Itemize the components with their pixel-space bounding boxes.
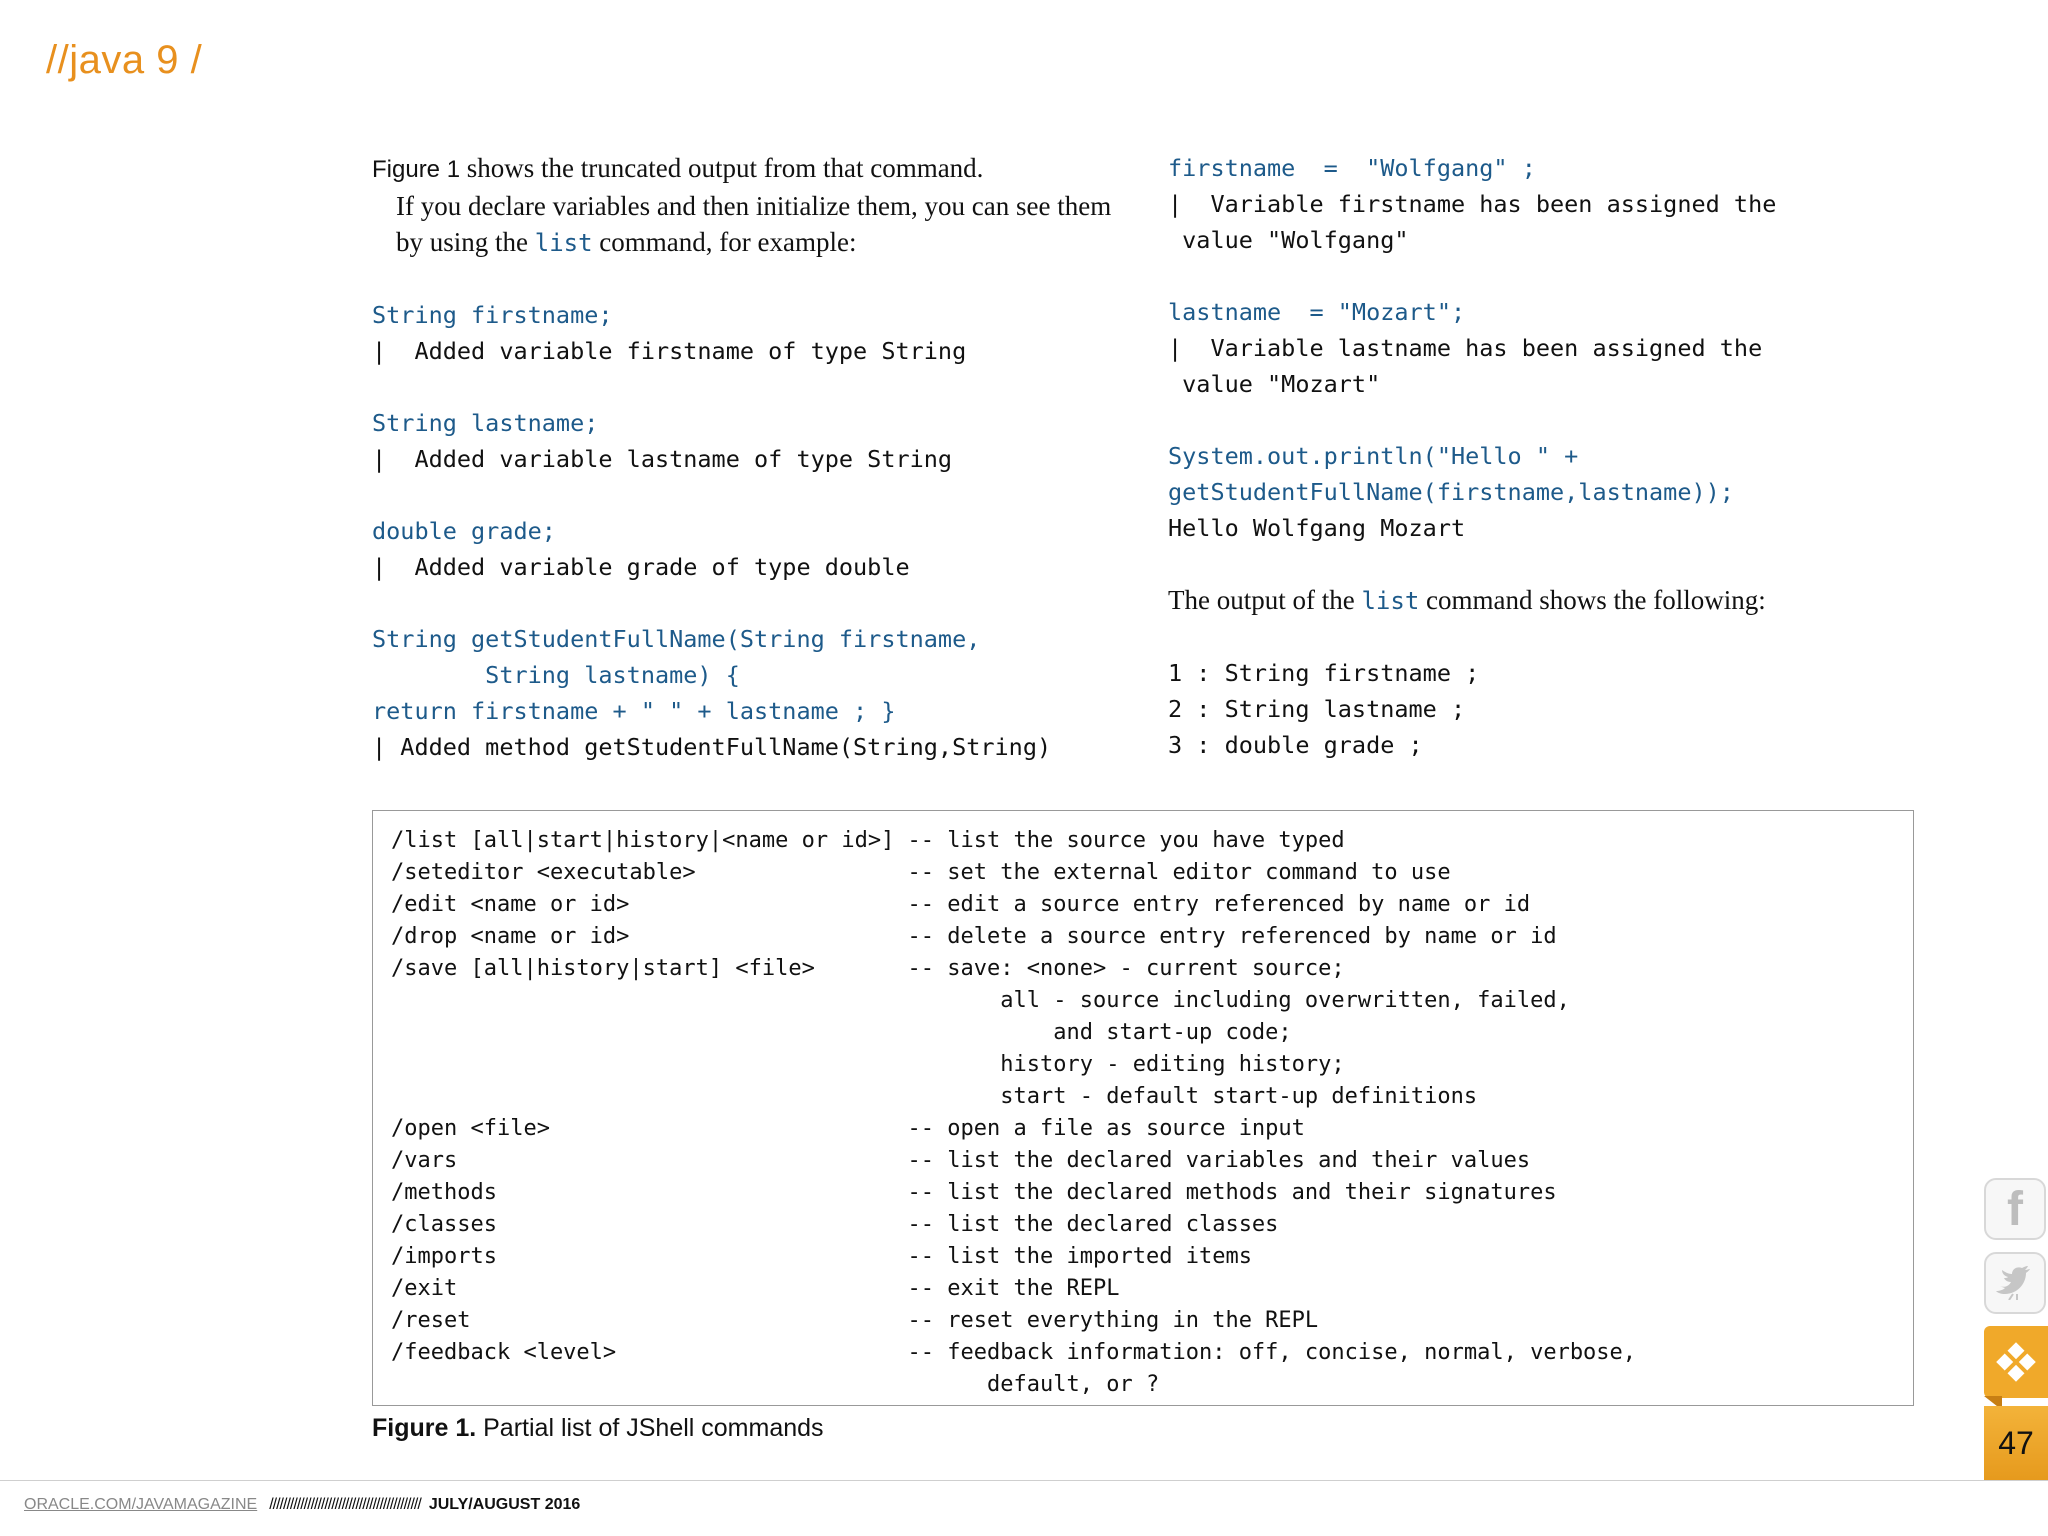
code-line: String lastname; [372, 409, 599, 437]
command-line: /drop <name or id> -- delete a source entry referenced by name or id [391, 924, 1557, 949]
code-line: 1 : String firstname ; [1168, 659, 1480, 687]
code-line: String getStudentFullName(String firstname, [372, 625, 981, 653]
footer-divider [0, 1480, 2048, 1481]
right-column [1168, 150, 1928, 763]
inline-code-list: list [1361, 587, 1420, 615]
command-line: default, or ? [391, 1372, 1160, 1397]
intro-text: shows the truncated output from that command. [460, 153, 984, 183]
command-line: /reset -- reset everything in the REPL [391, 1308, 1319, 1333]
code-line: | Added variable grade of type double [372, 553, 910, 581]
left-column [372, 150, 1132, 765]
command-line: /seteditor <executable> -- set the external editor command to use [391, 860, 1451, 885]
inline-code-list: list [534, 229, 593, 257]
code-line [372, 369, 1132, 405]
command-line: all - source including overwritten, failed, [391, 988, 1570, 1013]
paragraph-text: The output of the [1168, 585, 1362, 615]
caption-text: Partial list of JShell commands [476, 1414, 824, 1442]
right-code-listing [1168, 150, 1928, 546]
figure-1-box [372, 810, 1914, 1406]
code-line: value "Wolfgang" [1168, 226, 1409, 254]
jshell-commands-listing [391, 825, 1895, 1401]
issue-date: JULY/AUGUST 2016 [428, 1496, 581, 1513]
code-line [1168, 258, 1928, 294]
code-line: firstname = "Wolfgang" ; [1168, 154, 1536, 182]
command-line: /edit <name or id> -- edit a source entry referenced by name or id [391, 892, 1531, 917]
code-line [372, 477, 1132, 513]
code-line: System.out.println("Hello " + [1168, 442, 1579, 470]
code-line: | Added method getStudentFullName(String,String) [372, 733, 1052, 761]
code-line: | Variable firstname has been assigned the [1168, 190, 1777, 218]
command-line: /list [all|start|history|<name or id>] -- list the source you have typed [391, 828, 1345, 853]
command-line: history - editing history; [391, 1052, 1345, 1077]
paragraph-tail: command, for example: [592, 227, 857, 257]
code-line: value "Mozart" [1168, 370, 1381, 398]
magazine-link[interactable]: ORACLE.COM/JAVAMAGAZINE [24, 1496, 258, 1513]
facebook-icon[interactable]: f [1984, 1178, 2046, 1240]
command-line: /open <file> -- open a file as source input [391, 1116, 1305, 1141]
left-code-listing [372, 297, 1132, 765]
code-line: return firstname + " " + lastname ; } [372, 697, 896, 725]
command-line: /classes -- list the declared classes [391, 1212, 1279, 1237]
footer [24, 1496, 580, 1514]
code-line: | Added variable firstname of type String [372, 337, 967, 365]
command-line: /exit -- exit the REPL [391, 1276, 1120, 1301]
bookmark-icon[interactable] [1984, 1326, 2048, 1398]
footer-slashes: //////////////////////////////////////////// [269, 1496, 421, 1513]
command-line: /save [all|history|start] <file> -- save: <none> - current source; [391, 956, 1345, 981]
figure-reference: Figure 1 [372, 156, 461, 183]
command-line: /feedback <level> -- feedback information: off, concise, normal, verbose, [391, 1340, 1637, 1365]
code-line: lastname = "Mozart"; [1168, 298, 1466, 326]
command-line: and start-up code; [391, 1020, 1292, 1045]
paragraph-tail: command shows the following: [1419, 585, 1766, 615]
command-line: start - default start-up definitions [391, 1084, 1478, 1109]
twitter-bird-icon[interactable] [1984, 1252, 2046, 1314]
list-output-listing [1168, 655, 1928, 763]
intro-paragraph [372, 150, 1132, 261]
code-line: Hello Wolfgang Mozart [1168, 514, 1466, 542]
code-line: String lastname) { [372, 661, 740, 689]
page-number: 47 [1984, 1406, 2048, 1480]
list-output-paragraph [1168, 582, 1928, 619]
code-line: | Variable lastname has been assigned the [1168, 334, 1763, 362]
command-line: /methods -- list the declared methods and their signatures [391, 1180, 1557, 1205]
code-line: | Added variable lastname of type String [372, 445, 953, 473]
code-line [1168, 402, 1928, 438]
code-line: 2 : String lastname ; [1168, 695, 1466, 723]
figure-caption [372, 1414, 824, 1443]
command-line: /vars -- list the declared variables and their values [391, 1148, 1531, 1173]
command-line: /imports -- list the imported items [391, 1244, 1252, 1269]
code-line: String firstname; [372, 301, 613, 329]
code-line: getStudentFullName(firstname,lastname)); [1168, 478, 1734, 506]
paragraph-text: If you declare variables and then initialize them, you can see them by using the [396, 191, 1112, 257]
code-line [372, 585, 1132, 621]
paragraph-list-intro [372, 188, 1132, 261]
code-line: 3 : double grade ; [1168, 731, 1423, 759]
code-line: double grade; [372, 517, 556, 545]
caption-label: Figure 1. [372, 1414, 477, 1442]
section-tag: //java 9 / [46, 38, 203, 82]
